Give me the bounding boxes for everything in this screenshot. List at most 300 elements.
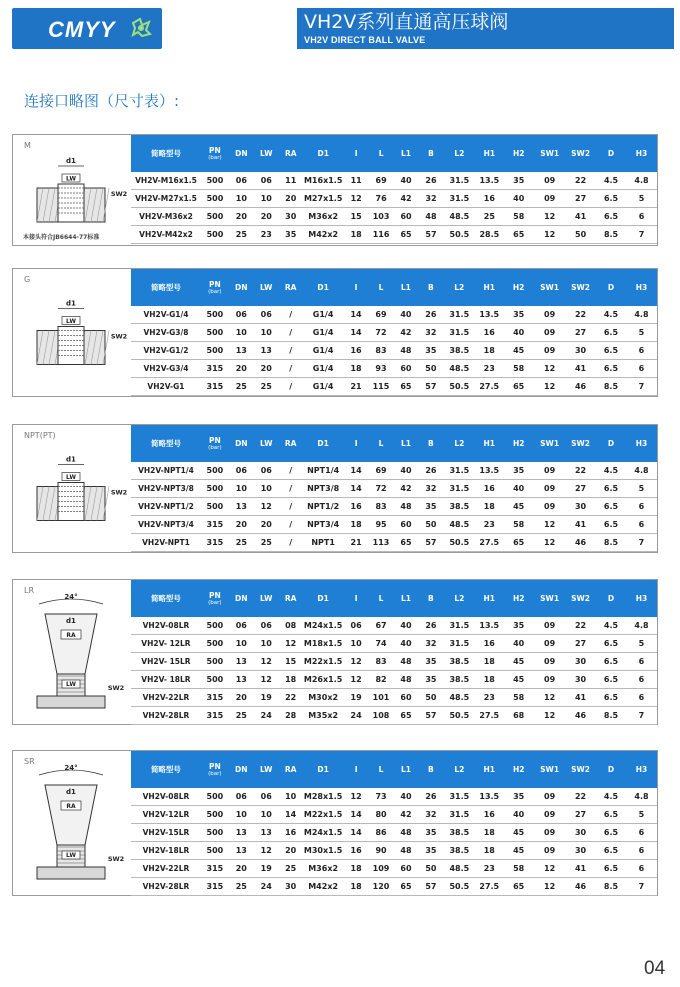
value-cell: 27 — [565, 190, 596, 208]
column-header: D — [596, 580, 626, 617]
value-cell: M36x2 — [303, 208, 344, 226]
value-cell: 95 — [369, 516, 394, 534]
sw2-label: SW2 — [107, 684, 125, 692]
value-cell: 6.5 — [596, 671, 626, 689]
value-cell: / — [279, 534, 303, 552]
value-cell: 6 — [626, 653, 657, 671]
column-header: RA — [279, 580, 303, 617]
value-cell: 48.5 — [443, 860, 475, 878]
value-cell: / — [279, 516, 303, 534]
value-cell: 4.5 — [596, 306, 626, 324]
column-header: L1 — [394, 580, 419, 617]
value-cell: 09 — [534, 190, 565, 208]
value-cell: 13.5 — [475, 788, 503, 806]
table-row — [131, 480, 657, 498]
lw-label: LW — [66, 175, 76, 183]
table-row — [131, 860, 657, 878]
value-cell: 6.5 — [596, 360, 626, 378]
value-cell: 8.5 — [596, 707, 626, 725]
value-cell: 16 — [344, 342, 369, 360]
value-cell: 8.5 — [596, 226, 626, 244]
column-header: SW2 — [565, 425, 596, 462]
value-cell: 12 — [344, 653, 369, 671]
value-cell: 57 — [418, 707, 443, 725]
value-cell: NPT1/4 — [303, 462, 344, 480]
value-cell: 50 — [418, 860, 443, 878]
value-cell: 46 — [565, 707, 596, 725]
value-cell: M24x1.5 — [303, 617, 344, 635]
value-cell: 35 — [418, 498, 443, 516]
value-cell: 500 — [201, 342, 229, 360]
value-cell: 32 — [418, 190, 443, 208]
column-header: 简略型号 — [131, 135, 201, 172]
value-cell: 09 — [534, 788, 565, 806]
value-cell: 86 — [369, 824, 394, 842]
value-cell: 7 — [626, 378, 657, 396]
value-cell: 315 — [201, 534, 229, 552]
value-cell: 27.5 — [475, 707, 503, 725]
fitting-diagram-panel — [13, 425, 131, 552]
value-cell: 6.5 — [596, 208, 626, 226]
value-cell: 45 — [503, 824, 534, 842]
value-cell: 48 — [394, 653, 419, 671]
value-cell: 31.5 — [443, 635, 475, 653]
value-cell: 32 — [418, 635, 443, 653]
value-cell: 73 — [369, 788, 394, 806]
value-cell: 25 — [254, 534, 279, 552]
value-cell: 101 — [369, 689, 394, 707]
value-cell: 11 — [279, 172, 303, 190]
value-cell: 6.5 — [596, 516, 626, 534]
value-cell: 31.5 — [443, 462, 475, 480]
value-cell: / — [279, 498, 303, 516]
column-header: H3 — [626, 425, 657, 462]
value-cell: 40 — [394, 462, 419, 480]
column-header: RA — [279, 425, 303, 462]
model-cell: VH2V-M42x2 — [131, 226, 201, 244]
value-cell: 10 — [254, 480, 279, 498]
value-cell: 6 — [626, 842, 657, 860]
value-cell: 20 — [279, 842, 303, 860]
column-header: L2 — [443, 135, 475, 172]
column-header: L1 — [394, 425, 419, 462]
value-cell: / — [279, 462, 303, 480]
column-header: SW1 — [534, 751, 565, 788]
value-cell: 18 — [344, 878, 369, 896]
model-cell: VH2V-G1/2 — [131, 342, 201, 360]
column-header: H3 — [626, 751, 657, 788]
value-cell: 50 — [418, 516, 443, 534]
column-header: SW1 — [534, 580, 565, 617]
column-header: D1 — [303, 269, 344, 306]
model-cell: VH2V-28LR — [131, 878, 201, 896]
value-cell: 46 — [565, 534, 596, 552]
value-cell: 13 — [254, 342, 279, 360]
table-row — [131, 635, 657, 653]
d1-label: d1 — [66, 299, 76, 308]
value-cell: 13 — [229, 498, 254, 516]
sw2-label: SW2 — [110, 332, 128, 341]
value-cell: NPT1/2 — [303, 498, 344, 516]
column-header: H2 — [503, 269, 534, 306]
value-cell: 12 — [344, 190, 369, 208]
value-cell: 116 — [369, 226, 394, 244]
model-cell: VH2V-G3/4 — [131, 360, 201, 378]
value-cell: 48 — [394, 842, 419, 860]
value-cell: 18 — [475, 342, 503, 360]
value-cell: 6 — [626, 342, 657, 360]
value-cell: / — [279, 342, 303, 360]
value-cell: NPT1 — [303, 534, 344, 552]
value-cell: 38.5 — [443, 653, 475, 671]
value-cell: 6 — [626, 860, 657, 878]
table-row — [131, 671, 657, 689]
value-cell: 4.8 — [626, 306, 657, 324]
column-header: L — [369, 135, 394, 172]
value-cell: 83 — [369, 498, 394, 516]
value-cell: 13 — [229, 671, 254, 689]
value-cell: 20 — [229, 860, 254, 878]
value-cell: 09 — [534, 498, 565, 516]
column-header: RA — [279, 135, 303, 172]
value-cell: 500 — [201, 617, 229, 635]
value-cell: 32 — [418, 324, 443, 342]
value-cell: 06 — [254, 306, 279, 324]
table-row — [131, 707, 657, 725]
value-cell: 4.8 — [626, 617, 657, 635]
value-cell: 35 — [503, 306, 534, 324]
value-cell: 14 — [279, 806, 303, 824]
value-cell: 13 — [229, 342, 254, 360]
value-cell: 48 — [418, 208, 443, 226]
value-cell: 5 — [626, 190, 657, 208]
table-row — [131, 842, 657, 860]
value-cell: 16 — [475, 806, 503, 824]
value-cell: 32 — [418, 806, 443, 824]
value-cell: 40 — [503, 806, 534, 824]
table-row — [131, 498, 657, 516]
value-cell: 58 — [503, 516, 534, 534]
value-cell: 42 — [394, 480, 419, 498]
value-cell: 7 — [626, 707, 657, 725]
value-cell: 50 — [418, 360, 443, 378]
value-cell: 82 — [369, 671, 394, 689]
value-cell: 12 — [279, 635, 303, 653]
value-cell: 06 — [229, 617, 254, 635]
value-cell: 45 — [503, 498, 534, 516]
column-header: PN (bar) — [201, 135, 229, 172]
value-cell: 14 — [344, 806, 369, 824]
value-cell: 65 — [394, 707, 419, 725]
value-cell: 14 — [344, 824, 369, 842]
model-cell: VH2V-NPT1/2 — [131, 498, 201, 516]
value-cell: 20 — [254, 516, 279, 534]
value-cell: 40 — [503, 480, 534, 498]
value-cell: 57 — [418, 378, 443, 396]
value-cell: 60 — [394, 860, 419, 878]
table-row — [131, 190, 657, 208]
value-cell: 25 — [475, 208, 503, 226]
value-cell: 35 — [418, 842, 443, 860]
table-row — [131, 378, 657, 396]
value-cell: 8.5 — [596, 534, 626, 552]
value-cell: 58 — [503, 689, 534, 707]
angle-label: 24° — [64, 593, 78, 601]
value-cell: 35 — [279, 226, 303, 244]
value-cell: 500 — [201, 653, 229, 671]
value-cell: 58 — [503, 208, 534, 226]
model-cell: VH2V-12LR — [131, 806, 201, 824]
value-cell: 35 — [503, 172, 534, 190]
sw2-label: SW2 — [110, 190, 128, 198]
value-cell: 18 — [475, 671, 503, 689]
value-cell: 41 — [565, 860, 596, 878]
value-cell: 40 — [394, 788, 419, 806]
value-cell: 21 — [344, 378, 369, 396]
model-cell: VH2V-M27x1.5 — [131, 190, 201, 208]
fitting-diagram-panel — [13, 580, 131, 724]
value-cell: 10 — [254, 324, 279, 342]
value-cell: 500 — [201, 462, 229, 480]
table-row — [131, 208, 657, 226]
value-cell: 69 — [369, 462, 394, 480]
column-header: SW2 — [565, 580, 596, 617]
value-cell: 19 — [254, 689, 279, 707]
table-row — [131, 788, 657, 806]
column-header: D — [596, 425, 626, 462]
column-header: SW2 — [565, 269, 596, 306]
column-header: L — [369, 580, 394, 617]
table-row — [131, 462, 657, 480]
column-header: D1 — [303, 425, 344, 462]
value-cell: 500 — [201, 842, 229, 860]
dimension-table — [131, 425, 657, 552]
model-cell: VH2V-NPT1 — [131, 534, 201, 552]
hex-base — [37, 867, 105, 879]
value-cell: M16x1.5 — [303, 172, 344, 190]
value-cell: 500 — [201, 635, 229, 653]
value-cell: 6.5 — [596, 842, 626, 860]
dimension-table — [131, 269, 657, 396]
value-cell: 4.5 — [596, 172, 626, 190]
column-header: SW2 — [565, 135, 596, 172]
column-header: H3 — [626, 580, 657, 617]
value-cell: 48 — [394, 671, 419, 689]
value-cell: 120 — [369, 878, 394, 896]
value-cell: 09 — [534, 617, 565, 635]
value-cell: 6.5 — [596, 480, 626, 498]
value-cell: / — [279, 360, 303, 378]
value-cell: 42 — [394, 806, 419, 824]
value-cell: 500 — [201, 172, 229, 190]
value-cell: 42 — [393, 324, 418, 342]
value-cell: M18x1.5 — [303, 635, 344, 653]
value-cell: 57 — [418, 226, 443, 244]
value-cell: 68 — [503, 707, 534, 725]
value-cell: 115 — [368, 378, 393, 396]
value-cell: 26 — [418, 617, 443, 635]
column-header: 简略型号 — [131, 269, 201, 306]
table-header-row — [131, 135, 657, 172]
value-cell: 48.5 — [443, 689, 475, 707]
column-header: LW — [254, 269, 279, 306]
model-cell: VH2V-22LR — [131, 689, 201, 707]
value-cell: 60 — [394, 516, 419, 534]
model-cell: VH2V- 15LR — [131, 653, 201, 671]
value-cell: 09 — [534, 306, 565, 324]
model-cell: VH2V-G3/8 — [131, 324, 201, 342]
value-cell: 09 — [534, 480, 565, 498]
table-row — [131, 342, 657, 360]
value-cell: 31.5 — [443, 617, 475, 635]
value-cell: 09 — [534, 172, 565, 190]
value-cell: 65 — [394, 878, 419, 896]
value-cell: 12 — [534, 534, 565, 552]
value-cell: 315 — [201, 878, 229, 896]
value-cell: 27 — [565, 324, 596, 342]
column-header: LW — [254, 135, 279, 172]
model-cell: VH2V-NPT3/8 — [131, 480, 201, 498]
value-cell: 90 — [369, 842, 394, 860]
value-cell: M36x2 — [303, 860, 344, 878]
value-cell: 09 — [534, 806, 565, 824]
value-cell: 12 — [254, 842, 279, 860]
value-cell: 45 — [503, 342, 534, 360]
value-cell: 26 — [418, 462, 443, 480]
column-header: L1 — [394, 751, 419, 788]
value-cell: 38.5 — [443, 342, 475, 360]
table-row — [131, 306, 657, 324]
column-header: LW — [254, 751, 279, 788]
value-cell: M28x1.5 — [303, 788, 344, 806]
table-row — [131, 324, 657, 342]
value-cell: 15 — [344, 208, 369, 226]
value-cell: 31.5 — [443, 480, 475, 498]
column-header: PN (bar) — [201, 751, 229, 788]
value-cell: 23 — [475, 689, 503, 707]
value-cell: 08 — [279, 617, 303, 635]
value-cell: 20 — [229, 689, 254, 707]
value-cell: 13.5 — [475, 306, 503, 324]
column-header: B — [418, 580, 443, 617]
value-cell: 10 — [279, 788, 303, 806]
value-cell: 46 — [565, 878, 596, 896]
value-cell: 109 — [369, 860, 394, 878]
value-cell: 30 — [565, 824, 596, 842]
d1-label: d1 — [66, 157, 76, 165]
value-cell: G1/4 — [303, 306, 344, 324]
table-row — [131, 226, 657, 244]
column-header: H2 — [503, 425, 534, 462]
value-cell: 50 — [418, 689, 443, 707]
value-cell: 23 — [475, 360, 503, 378]
value-cell: 60 — [393, 360, 418, 378]
table-row — [131, 689, 657, 707]
pn-unit: (bar) — [208, 155, 222, 161]
table-row — [131, 516, 657, 534]
value-cell: 65 — [503, 226, 534, 244]
sw2-label: SW2 — [107, 855, 125, 863]
column-header: B — [418, 425, 443, 462]
brand-logo — [12, 8, 162, 49]
value-cell: 27.5 — [475, 534, 503, 552]
value-cell: 35 — [418, 653, 443, 671]
column-header: PN (bar) — [201, 580, 229, 617]
value-cell: 7 — [626, 534, 657, 552]
value-cell: 4.8 — [626, 788, 657, 806]
column-header: D1 — [303, 580, 344, 617]
value-cell: 12 — [254, 671, 279, 689]
model-cell: VH2V- 12LR — [131, 635, 201, 653]
value-cell: 103 — [369, 208, 394, 226]
value-cell: 28.5 — [475, 226, 503, 244]
value-cell: 65 — [503, 878, 534, 896]
value-cell: 06 — [229, 306, 254, 324]
column-header: D — [596, 751, 626, 788]
value-cell: 19 — [344, 689, 369, 707]
value-cell: 7 — [626, 226, 657, 244]
lw-label: LW — [66, 681, 76, 688]
spec-section-sr — [12, 750, 658, 896]
column-header: I — [344, 580, 369, 617]
value-cell: 06 — [229, 172, 254, 190]
value-cell: 21 — [344, 534, 369, 552]
value-cell: 35 — [418, 671, 443, 689]
value-cell: 65 — [503, 534, 534, 552]
column-header: H1 — [475, 135, 503, 172]
hex-base — [37, 696, 105, 708]
value-cell: 30 — [279, 878, 303, 896]
column-header: 简略型号 — [131, 425, 201, 462]
value-cell: 4.5 — [596, 617, 626, 635]
value-cell: 12 — [534, 516, 565, 534]
value-cell: 315 — [201, 378, 229, 396]
value-cell: 48.5 — [443, 516, 475, 534]
model-cell: VH2V-08LR — [131, 788, 201, 806]
value-cell: 6 — [626, 516, 657, 534]
model-cell: VH2V-28LR — [131, 707, 201, 725]
column-header: L1 — [393, 269, 418, 306]
value-cell: 6 — [626, 498, 657, 516]
value-cell: 72 — [368, 324, 393, 342]
value-cell: 22 — [279, 689, 303, 707]
value-cell: G1/4 — [303, 342, 344, 360]
value-cell: 27 — [565, 806, 596, 824]
value-cell: 6 — [626, 208, 657, 226]
value-cell: 06 — [254, 172, 279, 190]
column-header: L2 — [443, 751, 475, 788]
column-header: L — [369, 425, 394, 462]
value-cell: 113 — [369, 534, 394, 552]
column-header: LW — [254, 425, 279, 462]
column-header: B — [418, 269, 443, 306]
column-header: B — [418, 751, 443, 788]
value-cell: M30x2 — [303, 689, 344, 707]
value-cell: 6.5 — [596, 498, 626, 516]
model-cell: VH2V-M36x2 — [131, 208, 201, 226]
value-cell: 06 — [344, 617, 369, 635]
spec-section-g — [12, 268, 658, 397]
column-header: H1 — [475, 580, 503, 617]
value-cell: 6.5 — [596, 824, 626, 842]
value-cell: 13.5 — [475, 617, 503, 635]
value-cell: 41 — [565, 516, 596, 534]
value-cell: 60 — [394, 208, 419, 226]
value-cell: 4.5 — [596, 462, 626, 480]
table-row — [131, 806, 657, 824]
value-cell: 35 — [503, 617, 534, 635]
value-cell: 40 — [393, 306, 418, 324]
